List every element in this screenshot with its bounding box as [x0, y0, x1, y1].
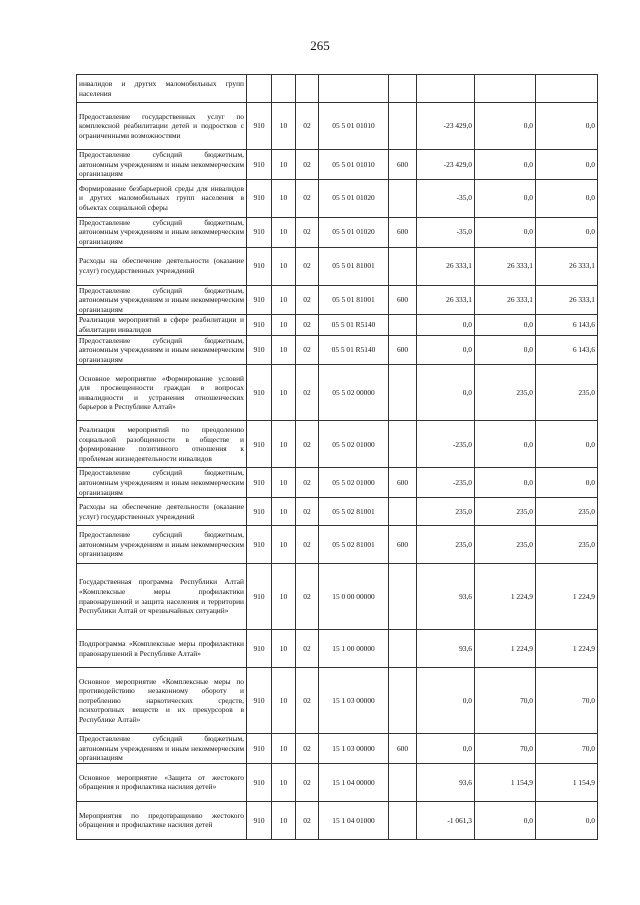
row-value-3: 235,0: [536, 365, 598, 421]
row-subsection: 02: [296, 285, 319, 315]
row-value-2: 0,0: [475, 103, 536, 150]
table-row: [77, 285, 598, 315]
table-row: [77, 247, 598, 285]
row-expense-kind: [389, 668, 417, 734]
row-target-code: 15 1 04 00000: [319, 763, 389, 801]
row-value-2: 1 154,9: [475, 763, 536, 801]
row-ministry: 910: [247, 217, 272, 247]
row-value-1: 0,0: [417, 335, 475, 365]
table-row: [77, 421, 598, 468]
row-ministry: 910: [247, 668, 272, 734]
row-value-3: 26 333,1: [536, 285, 598, 315]
table-row: [77, 335, 598, 365]
row-expense-kind: 600: [389, 150, 417, 180]
row-value-1: -35,0: [417, 217, 475, 247]
row-ministry: 910: [247, 526, 272, 564]
row-name: Расходы на обеспечение деятельности (оказание услуг) государственных учреждений: [77, 498, 247, 526]
row-target-code: 05 5 02 81001: [319, 498, 389, 526]
row-name: Предоставление субсидий бюджетным, автономным учреждениям и иным некоммерческим организациям: [77, 285, 247, 315]
row-subsection: 02: [296, 315, 319, 335]
table-row: [77, 498, 598, 526]
row-subsection: 02: [296, 150, 319, 180]
row-name: Предоставление субсидий бюджетным, автономным учреждениям и иным некоммерческим организациям: [77, 335, 247, 365]
row-target-code: 05 5 01 81001: [319, 285, 389, 315]
row-value-2: 0,0: [475, 179, 536, 217]
row-target-code: 05 5 01 01010: [319, 103, 389, 150]
row-value-3: 26 333,1: [536, 247, 598, 285]
row-value-3: 1 224,9: [536, 630, 598, 668]
row-expense-kind: [389, 498, 417, 526]
table-row: [77, 217, 598, 247]
budget-table: [76, 74, 598, 840]
row-value-1: 26 333,1: [417, 247, 475, 285]
row-expense-kind: 600: [389, 285, 417, 315]
row-section: 10: [272, 630, 296, 668]
row-ministry: 910: [247, 103, 272, 150]
row-value-2: 235,0: [475, 498, 536, 526]
row-value-1: -1 061,3: [417, 801, 475, 839]
row-value-2: 70,0: [475, 668, 536, 734]
row-expense-kind: 600: [389, 217, 417, 247]
row-name: Предоставление государственных услуг по комплексной реабилитации детей и подростков с ограниченными возможностями: [77, 103, 247, 150]
row-value-3: 6 143,6: [536, 315, 598, 335]
row-target-code: 15 1 04 01000: [319, 801, 389, 839]
row-subsection: 02: [296, 468, 319, 498]
row-value-1: 0,0: [417, 734, 475, 764]
row-name: Государственная программа Республики Алтай «Комплексные меры профилактики правонарушений и защита населения и территории Республики Алтай от чрезвычайных ситуаций»: [77, 564, 247, 630]
table-row: [77, 801, 598, 839]
row-ministry: 910: [247, 335, 272, 365]
row-ministry: 910: [247, 801, 272, 839]
row-expense-kind: [389, 75, 417, 103]
row-value-2: 0,0: [475, 421, 536, 468]
table-row: [77, 365, 598, 421]
row-target-code: 05 5 01 R5140: [319, 315, 389, 335]
row-value-3: 1 154,9: [536, 763, 598, 801]
row-section: 10: [272, 734, 296, 764]
row-subsection: 02: [296, 630, 319, 668]
row-value-1: -35,0: [417, 179, 475, 217]
table-row: [77, 468, 598, 498]
row-value-2: 235,0: [475, 526, 536, 564]
table-row: [77, 564, 598, 630]
row-name: Мероприятия по предотвращению жестокого обращения и профилактике насилия детей: [77, 801, 247, 839]
row-name: Реализация мероприятий по преодолению социальной разобщенности в обществе и формирование позитивного отношения к проблемам жизнедеятельности инвалидов: [77, 421, 247, 468]
row-value-2: 235,0: [475, 365, 536, 421]
row-expense-kind: [389, 365, 417, 421]
row-ministry: 910: [247, 734, 272, 764]
row-section: [272, 75, 296, 103]
row-ministry: 910: [247, 421, 272, 468]
row-subsection: 02: [296, 763, 319, 801]
row-section: 10: [272, 498, 296, 526]
row-value-3: 0,0: [536, 468, 598, 498]
row-name: Расходы на обеспечение деятельности (оказание услуг) государственных учреждений: [77, 247, 247, 285]
row-value-2: 0,0: [475, 217, 536, 247]
row-subsection: 02: [296, 526, 319, 564]
table-row: [77, 526, 598, 564]
row-value-1: 235,0: [417, 498, 475, 526]
row-value-2: 0,0: [475, 315, 536, 335]
row-subsection: 02: [296, 498, 319, 526]
row-expense-kind: [389, 564, 417, 630]
row-section: 10: [272, 315, 296, 335]
row-name: Предоставление субсидий бюджетным, автономным учреждениям и иным некоммерческим организациям: [77, 526, 247, 564]
row-value-3: 0,0: [536, 217, 598, 247]
table-row: [77, 763, 598, 801]
row-subsection: 02: [296, 421, 319, 468]
row-ministry: 910: [247, 315, 272, 335]
row-target-code: 05 5 01 81001: [319, 247, 389, 285]
row-target-code: 15 1 03 00000: [319, 734, 389, 764]
row-name: Реализация мероприятий в сфере реабилитации и абилитации инвалидов: [77, 315, 247, 335]
row-expense-kind: [389, 630, 417, 668]
row-section: 10: [272, 668, 296, 734]
table-row: [77, 75, 598, 103]
row-subsection: [296, 75, 319, 103]
row-value-1: 0,0: [417, 365, 475, 421]
row-value-3: [536, 75, 598, 103]
row-value-1: -23 429,0: [417, 103, 475, 150]
row-target-code: 05 5 02 81001: [319, 526, 389, 564]
row-value-1: 26 333,1: [417, 285, 475, 315]
row-value-2: 70,0: [475, 734, 536, 764]
row-target-code: 05 5 02 01000: [319, 468, 389, 498]
row-ministry: 910: [247, 150, 272, 180]
row-expense-kind: 600: [389, 734, 417, 764]
row-section: 10: [272, 335, 296, 365]
row-ministry: [247, 75, 272, 103]
row-value-2: 1 224,9: [475, 630, 536, 668]
row-target-code: 15 1 00 00000: [319, 630, 389, 668]
table-row: [77, 103, 598, 150]
row-value-2: 26 333,1: [475, 247, 536, 285]
row-value-1: 235,0: [417, 526, 475, 564]
row-section: 10: [272, 564, 296, 630]
row-subsection: 02: [296, 179, 319, 217]
row-target-code: 05 5 01 R5140: [319, 335, 389, 365]
row-subsection: 02: [296, 734, 319, 764]
row-ministry: 910: [247, 179, 272, 217]
table-row: [77, 315, 598, 335]
row-name: Предоставление субсидий бюджетным, автономным учреждениям и иным некоммерческим организациям: [77, 217, 247, 247]
row-value-3: 70,0: [536, 668, 598, 734]
row-ministry: 910: [247, 468, 272, 498]
row-ministry: 910: [247, 630, 272, 668]
row-subsection: 02: [296, 801, 319, 839]
row-target-code: 05 5 01 01020: [319, 179, 389, 217]
table-row: [77, 630, 598, 668]
row-expense-kind: 600: [389, 335, 417, 365]
row-expense-kind: [389, 421, 417, 468]
page-number: 265: [310, 38, 330, 53]
row-expense-kind: [389, 315, 417, 335]
row-name: Подпрограмма «Комплексные меры профилактики правонарушений в Республике Алтай»: [77, 630, 247, 668]
row-name: Формирование безбарьерной среды для инвалидов и других маломобильных групп населения в объектах социальной сферы: [77, 179, 247, 217]
row-ministry: 910: [247, 285, 272, 315]
row-name: Основное мероприятие «Защита от жестокого обращения и профилактика насилия детей»: [77, 763, 247, 801]
row-section: 10: [272, 763, 296, 801]
row-section: 10: [272, 247, 296, 285]
row-target-code: 15 0 00 00000: [319, 564, 389, 630]
row-value-3: 6 143,6: [536, 335, 598, 365]
row-value-2: 1 224,9: [475, 564, 536, 630]
row-target-code: 15 1 03 00000: [319, 668, 389, 734]
row-ministry: 910: [247, 564, 272, 630]
row-value-1: 93,6: [417, 763, 475, 801]
row-value-1: -23 429,0: [417, 150, 475, 180]
row-name: инвалидов и других маломобильных групп населения: [77, 75, 247, 103]
row-name: Предоставление субсидий бюджетным, автономным учреждениям и иным некоммерческим организациям: [77, 734, 247, 764]
row-target-code: 05 5 02 01000: [319, 421, 389, 468]
row-section: 10: [272, 285, 296, 315]
row-expense-kind: [389, 103, 417, 150]
row-subsection: 02: [296, 247, 319, 285]
row-expense-kind: [389, 179, 417, 217]
row-value-3: 1 224,9: [536, 564, 598, 630]
table-row: [77, 668, 598, 734]
row-value-1: 0,0: [417, 668, 475, 734]
row-value-2: 0,0: [475, 801, 536, 839]
row-section: 10: [272, 421, 296, 468]
row-value-1: 93,6: [417, 564, 475, 630]
row-value-2: 0,0: [475, 468, 536, 498]
row-value-3: 70,0: [536, 734, 598, 764]
row-target-code: 05 5 01 01020: [319, 217, 389, 247]
row-value-3: 235,0: [536, 498, 598, 526]
row-value-3: 0,0: [536, 801, 598, 839]
row-section: 10: [272, 150, 296, 180]
row-subsection: 02: [296, 103, 319, 150]
row-subsection: 02: [296, 564, 319, 630]
row-expense-kind: [389, 801, 417, 839]
row-section: 10: [272, 468, 296, 498]
row-value-2: 0,0: [475, 150, 536, 180]
row-name: Предоставление субсидий бюджетным, автономным учреждениям и иным некоммерческим организациям: [77, 468, 247, 498]
row-expense-kind: 600: [389, 526, 417, 564]
row-section: 10: [272, 526, 296, 564]
row-value-3: 235,0: [536, 526, 598, 564]
row-value-2: 0,0: [475, 335, 536, 365]
row-expense-kind: 600: [389, 468, 417, 498]
table-row: [77, 150, 598, 180]
row-expense-kind: [389, 763, 417, 801]
row-section: 10: [272, 801, 296, 839]
row-value-3: 0,0: [536, 150, 598, 180]
row-section: 10: [272, 103, 296, 150]
row-name: Предоставление субсидий бюджетным, автономным учреждениям и иным некоммерческим организациям: [77, 150, 247, 180]
row-section: 10: [272, 179, 296, 217]
row-name: Основное мероприятие «Комплексные меры по противодействию незаконному обороту и потреблению наркотических средств, психотропных веществ и их прекурсоров в Республике Алтай»: [77, 668, 247, 734]
row-target-code: 05 5 01 01010: [319, 150, 389, 180]
row-ministry: 910: [247, 365, 272, 421]
row-name: Основное мероприятие «Формирование условий для просвещенности граждан в вопросах инвалидности и устранения отношенческих барьеров в Республике Алтай»: [77, 365, 247, 421]
row-value-3: 0,0: [536, 421, 598, 468]
row-target-code: 05 5 02 00000: [319, 365, 389, 421]
row-value-1: -235,0: [417, 421, 475, 468]
row-value-2: 26 333,1: [475, 285, 536, 315]
row-section: 10: [272, 365, 296, 421]
row-expense-kind: [389, 247, 417, 285]
row-value-3: 0,0: [536, 103, 598, 150]
row-value-3: 0,0: [536, 179, 598, 217]
row-value-2: [475, 75, 536, 103]
row-ministry: 910: [247, 247, 272, 285]
table-body: [77, 75, 598, 840]
row-subsection: 02: [296, 668, 319, 734]
row-target-code: [319, 75, 389, 103]
row-ministry: 910: [247, 498, 272, 526]
row-subsection: 02: [296, 365, 319, 421]
row-value-1: [417, 75, 475, 103]
table-row: [77, 734, 598, 764]
row-section: 10: [272, 217, 296, 247]
row-subsection: 02: [296, 217, 319, 247]
row-value-1: 0,0: [417, 315, 475, 335]
row-ministry: 910: [247, 763, 272, 801]
table-row: [77, 179, 598, 217]
row-subsection: 02: [296, 335, 319, 365]
row-value-1: -235,0: [417, 468, 475, 498]
row-value-1: 93,6: [417, 630, 475, 668]
